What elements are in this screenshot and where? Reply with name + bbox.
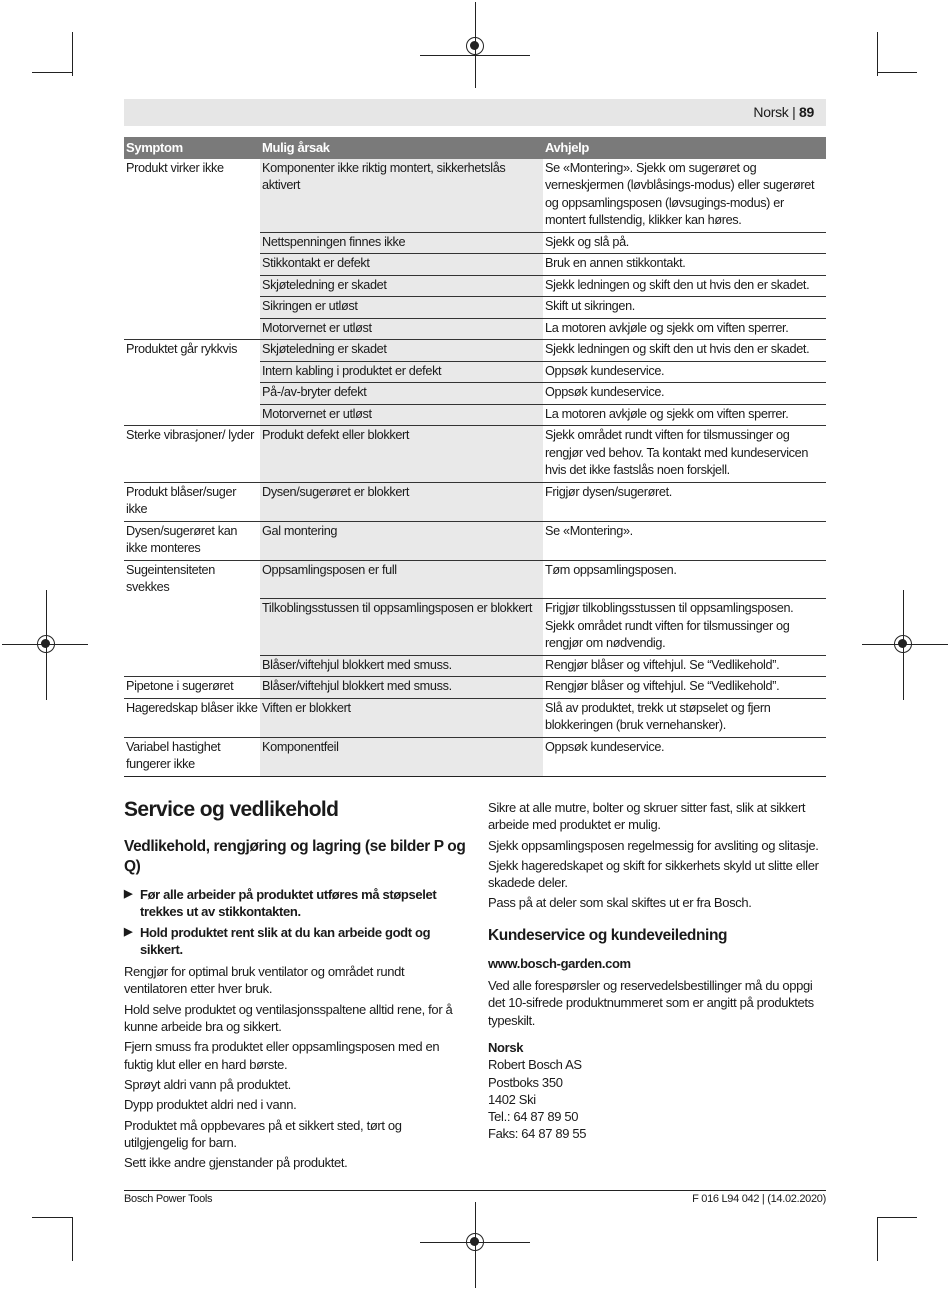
symptom-cell (124, 232, 260, 254)
crop-mark (877, 1217, 878, 1261)
crop-mark (877, 1217, 917, 1218)
symptom-cell (124, 318, 260, 340)
remedy-cell: Bruk en annen stikkontakt. (543, 254, 826, 276)
table-row (124, 560, 826, 599)
paragraph: Sjekk hageredskapet og skift for sikkerhets skyld ut slitte eller skadede deler. (488, 857, 819, 891)
page-header: Norsk | 89 (753, 104, 814, 120)
remedy-cell: La motoren avkjøle og sjekk om viften sperrer. (543, 404, 826, 426)
triangle-right-icon: ▶ (124, 888, 133, 900)
paragraph: Sprøyt aldri vann på produktet. (124, 1076, 291, 1092)
remedy-cell: Rengjør blåser og viftehjul. Se “Vedlikehold”. (543, 677, 826, 699)
remedy-cell: La motoren avkjøle og sjekk om viften sperrer. (543, 318, 826, 340)
symptom-cell: Sterke vibrasjoner/ lyder (124, 426, 260, 483)
address-block (488, 1056, 826, 1142)
table-row (124, 677, 826, 699)
registration-mark-icon (466, 37, 484, 55)
crop-mark (32, 1217, 72, 1218)
registration-mark-icon (37, 635, 55, 653)
symptom-cell (124, 361, 260, 383)
paragraph: Sikre at alle mutre, bolter og skruer sitter fast, slik at sikkert arbeide med produktet er mulig. (488, 800, 806, 833)
table-row (124, 383, 826, 405)
symptom-cell (124, 383, 260, 405)
cause-cell: Skjøteledning er skadet (260, 275, 543, 297)
table-row (124, 297, 826, 319)
cause-cell: Intern kabling i produktet er defekt (260, 361, 543, 383)
remedy-cell: Tøm oppsamlingsposen. (543, 560, 826, 599)
left-column (124, 797, 466, 1174)
right-column (488, 799, 826, 1143)
registration-mark-icon (894, 635, 912, 653)
website-link[interactable]: www.bosch-garden.com (488, 955, 631, 971)
subsection-title: Vedlikehold, rengjøring og lagring (se bilder P og Q) (124, 838, 466, 875)
cause-cell: Produkt defekt eller blokkert (260, 426, 543, 483)
paragraph: Produktet må oppbevares på et sikkert sted, tørt og utilgjengelig for barn. (124, 1117, 402, 1150)
table-header: Symptom (124, 137, 260, 159)
paragraph: Sett ikke andre gjenstander på produktet. (124, 1155, 348, 1171)
table-row (124, 275, 826, 297)
table-row (124, 254, 826, 276)
triangle-right-icon: ▶ (124, 925, 133, 938)
crop-mark (32, 72, 72, 73)
page-number: 89 (799, 104, 814, 120)
symptom-cell: Sugeintensiteten svekkes (126, 562, 215, 594)
remedy-cell: Sjekk området rundt viften for tilsmussinger og rengjør ved behov. Ta kontakt med kundeservicen hvis det ikke fastslås noen forskjell. (543, 426, 826, 483)
remedy-cell: Frigjør dysen/sugerøret. (543, 482, 826, 521)
symptom-cell: Hageredskap blåser ikke (124, 698, 260, 737)
table-row (124, 340, 826, 362)
table-row (124, 698, 826, 737)
footer-divider (124, 1190, 826, 1191)
paragraph: Fjern smuss fra produktet eller oppsamlingsposen med en fuktig klut eller en hard børste. (124, 1039, 440, 1072)
cause-cell: Komponentfeil (260, 737, 543, 776)
registration-mark-icon (466, 1233, 484, 1251)
table-header-row (124, 137, 826, 159)
paragraph: Rengjør for optimal bruk ventilator og området rundt ventilatoren etter hver bruk. (124, 964, 405, 997)
symptom-cell: Produktet går rykkvis (126, 342, 238, 356)
symptom-cell: Produkt virker ikke (126, 160, 224, 175)
footer-doc-number: F 016 L94 042 | (14.02.2020) (692, 1193, 826, 1205)
cause-cell: Komponenter ikke riktig montert, sikkerhetslås aktivert (260, 159, 543, 233)
table-header: Avhjelp (543, 137, 826, 159)
address-line: Postboks 350 (488, 1074, 563, 1090)
remedy-cell: Se «Montering». (543, 521, 826, 560)
remedy-cell: Oppsøk kundeservice. (543, 361, 826, 383)
table-row (124, 482, 826, 521)
paragraph: Ved alle forespørsler og reservedelsbestillinger må du oppgi det 10-sifrede produktnummeret som er angitt på produktets typeskilt. (488, 978, 814, 1028)
symptom-cell: Variabel hastighet fungerer ikke (124, 737, 260, 776)
table-row (124, 521, 826, 560)
cause-cell: På-/av-bryter defekt (260, 383, 543, 405)
symptom-cell (124, 599, 260, 656)
symptom-cell (124, 655, 260, 677)
remedy-cell: Oppsøk kundeservice. (543, 737, 826, 776)
remedy-cell: Sjekk og slå på. (543, 232, 826, 254)
table-row (124, 655, 826, 677)
remedy-cell: Rengjør blåser og viftehjul. Se “Vedlikehold”. (543, 655, 826, 677)
cause-cell: Motorvernet er utløst (260, 318, 543, 340)
remedy-cell: Skift ut sikringen. (543, 297, 826, 319)
cause-cell: Gal montering (260, 521, 543, 560)
cause-cell: Skjøteledning er skadet (260, 340, 543, 362)
paragraph: Pass på at deler som skal skiftes ut er fra Bosch. (488, 895, 752, 911)
remedy-cell: Slå av produktet, trekk ut støpselet og fjern blokkeringen (bruk vernehansker). (543, 698, 826, 737)
cause-cell: Blåser/viftehjul blokkert med smuss. (260, 655, 543, 677)
paragraph: Hold selve produktet og ventilasjonsspaltene alltid rene, for å kunne arbeide bra og sikkert. (124, 1001, 453, 1035)
cause-cell: Nettspenningen finnes ikke (260, 232, 543, 254)
cause-cell: Dysen/sugerøret er blokkert (260, 482, 543, 521)
symptom-cell (124, 297, 260, 319)
crop-mark (877, 72, 917, 73)
crop-mark (420, 55, 530, 56)
symptom-cell: Dysen/sugerøret kan ikke monteres (124, 521, 260, 560)
footer-brand: Bosch Power Tools (124, 1193, 213, 1205)
remedy-cell: Se «Montering». Sjekk om sugerøret og verneskjermen (løvblåsings-modus) eller sugerøret og oppsamlingsposen (løvsugings-modus) er montert fullstendig, klikker kan høres. (543, 159, 826, 233)
table-row (124, 404, 826, 426)
remedy-cell: Frigjør tilkoblingsstussen til oppsamlingsposen. Sjekk området rundt viften for tilsmussinger og rengjør om nødvendig. (543, 599, 826, 656)
table-row (124, 737, 826, 776)
symptom-cell (124, 404, 260, 426)
table-row (124, 318, 826, 340)
symptom-cell (124, 254, 260, 276)
troubleshooting-table (124, 137, 826, 777)
table-header: Mulig årsak (260, 137, 543, 159)
table-row (124, 361, 826, 383)
symptom-cell: Produkt blåser/suger ikke (124, 482, 260, 521)
section-name: Norsk (753, 104, 789, 120)
table-row (124, 159, 826, 233)
remedy-cell: Sjekk ledningen og skift den ut hvis den er skadet. (543, 340, 826, 362)
cause-cell: Oppsamlingsposen er full (260, 560, 543, 599)
remedy-cell: Sjekk ledningen og skift den ut hvis den er skadet. (543, 275, 826, 297)
cause-cell: Viften er blokkert (260, 698, 543, 737)
address-line: 1402 Ski (488, 1091, 536, 1107)
address-line: Robert Bosch AS (488, 1057, 582, 1073)
fax: Faks: 64 87 89 55 (488, 1126, 587, 1142)
crop-mark (72, 1217, 73, 1261)
remedy-cell: Oppsøk kundeservice. (543, 383, 826, 405)
country-label: Norsk (488, 1039, 524, 1055)
warning-bullet: ▶ Før alle arbeider på produktet utføres må støpselet trekkes ut av stikkontakten. (124, 887, 437, 920)
symptom-cell (124, 275, 260, 297)
table-row (124, 232, 826, 254)
header-bar (124, 99, 826, 126)
cause-cell: Stikkontakt er defekt (260, 254, 543, 276)
symptom-cell: Pipetone i sugerøret (124, 677, 260, 699)
crop-mark (72, 32, 73, 76)
cause-cell: Tilkoblingsstussen til oppsamlingsposen er blokkert (260, 599, 543, 656)
paragraph: Sjekk oppsamlingsposen regelmessig for avsliting og slitasje. (488, 837, 819, 853)
cause-cell: Motorvernet er utløst (260, 404, 543, 426)
crop-mark (877, 32, 878, 76)
phone: Tel.: 64 87 89 50 (488, 1109, 579, 1125)
table-row (124, 426, 826, 483)
paragraph: Dypp produktet aldri ned i vann. (124, 1097, 297, 1113)
customer-service-heading: Kundeservice og kundeveiledning (488, 926, 728, 944)
table-row (124, 599, 826, 656)
cause-cell: Sikringen er utløst (260, 297, 543, 319)
warning-bullet: ▶ Hold produktet rent slik at du kan arbeide godt og sikkert. (124, 924, 431, 957)
cause-cell: Blåser/viftehjul blokkert med smuss. (260, 677, 543, 699)
section-title: Service og vedlikehold (124, 798, 339, 821)
